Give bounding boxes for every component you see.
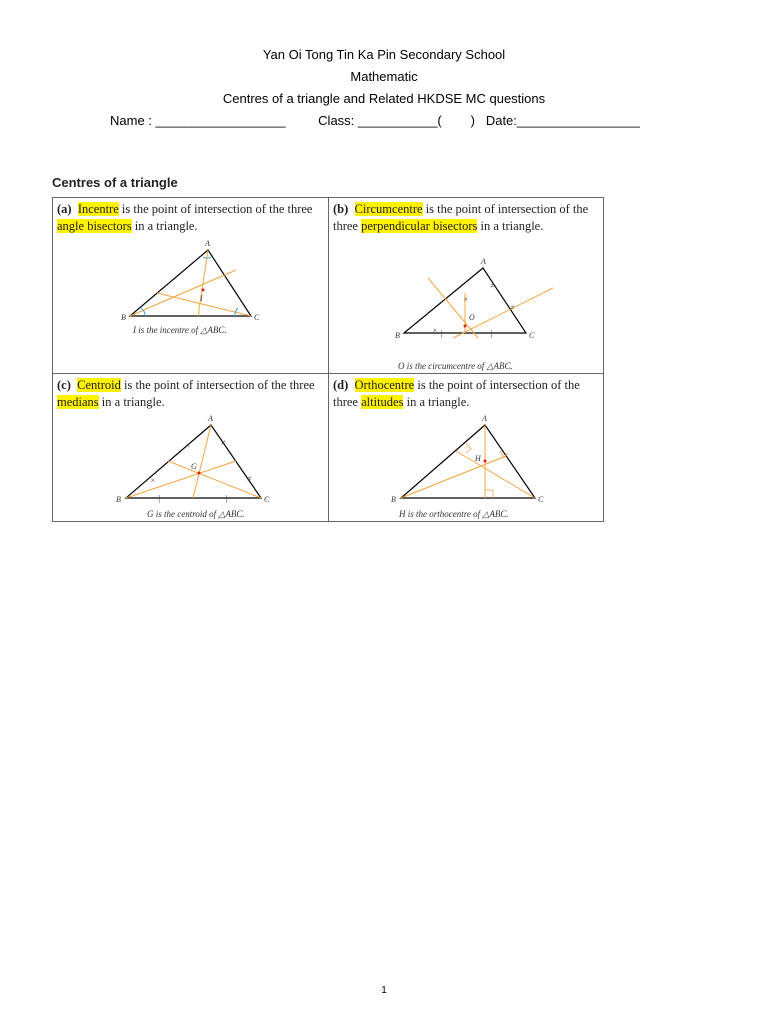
orthocentre-label: H xyxy=(475,454,481,463)
circumcentre-diagram xyxy=(328,198,605,373)
key-angle-bisectors: angle bisectors xyxy=(57,219,132,233)
date-field: Date:_________________ xyxy=(485,113,640,128)
vertex-c: C xyxy=(538,495,544,504)
school-name: Yan Oi Tong Tin Ka Pin Secondary School xyxy=(262,47,506,62)
subject: Mathematic xyxy=(350,69,418,84)
svg-text:×: × xyxy=(185,441,191,450)
topic: Centres of a triangle and Related HKDSE MC questions xyxy=(222,91,546,106)
circumcentre-label: O xyxy=(469,313,475,322)
svg-text:|: | xyxy=(490,329,493,338)
svg-text:×: × xyxy=(463,295,469,304)
key-perpendicular-bisectors: perpendicular bisectors xyxy=(361,219,478,233)
svg-text:×: × xyxy=(150,476,156,485)
svg-text:|: | xyxy=(440,329,443,338)
name-field: Name : __________________ xyxy=(110,113,286,128)
term-circumcentre: Circumcentre xyxy=(354,202,423,216)
cell-d-text: (d) Orthocentre is the point of intersection of the three altitudes in a triangle. xyxy=(333,378,580,409)
svg-text:|: | xyxy=(158,494,161,503)
svg-text:≠: ≠ xyxy=(221,438,226,447)
section-title: Centres of a triangle xyxy=(52,175,178,190)
caption-c: G is the centroid of △ABC. xyxy=(147,509,245,519)
caption-b: O is the circumcentre of △ABC. xyxy=(398,361,513,371)
vertex-b: B xyxy=(391,495,396,504)
vertex-c: C xyxy=(254,313,260,322)
vertex-b: B xyxy=(121,313,126,322)
key-altitudes: altitudes xyxy=(361,395,404,409)
svg-text:≠: ≠ xyxy=(490,281,495,290)
student-info-row xyxy=(110,113,640,128)
incentre-diagram xyxy=(53,198,328,373)
svg-text:≠: ≠ xyxy=(510,303,515,312)
vertex-a: A xyxy=(208,414,213,423)
centroid-diagram xyxy=(53,373,328,523)
vertex-c: C xyxy=(264,495,270,504)
term-orthocentre: Orthocentre xyxy=(354,378,415,392)
centroid-label: G xyxy=(191,462,197,471)
caption-a: I is the incentre of △ABC. xyxy=(133,325,227,335)
caption-d: H is the orthocentre of △ABC. xyxy=(399,509,509,519)
term-centroid: Centroid xyxy=(77,378,121,392)
centres-table xyxy=(52,197,604,522)
vertex-a: A xyxy=(481,257,486,266)
incentre-label: I xyxy=(200,294,203,303)
orthocentre-diagram xyxy=(328,373,605,523)
vertex-a: A xyxy=(205,239,210,248)
vertex-b: B xyxy=(395,331,400,340)
key-medians: medians xyxy=(57,395,99,409)
svg-text:|: | xyxy=(225,494,228,503)
svg-text:≠: ≠ xyxy=(247,474,252,483)
vertex-a: A xyxy=(482,414,487,423)
vertex-c: C xyxy=(529,331,535,340)
page-number: 1 xyxy=(381,985,387,996)
cell-a-text: (a) Incentre is the point of intersection of the three angle bisectors in a triangle. xyxy=(57,202,313,233)
cell-c-text: (c) Centroid is the point of intersection of the three medians in a triangle. xyxy=(57,378,315,409)
class-field: Class: ___________( ) xyxy=(318,113,475,128)
cell-b-text: (b) Circumcentre is the point of intersection of the three perpendicular bisectors in a triangle. xyxy=(333,202,589,233)
svg-text:×: × xyxy=(432,326,438,335)
term-incentre: Incentre xyxy=(77,202,119,216)
vertex-b: B xyxy=(116,495,121,504)
